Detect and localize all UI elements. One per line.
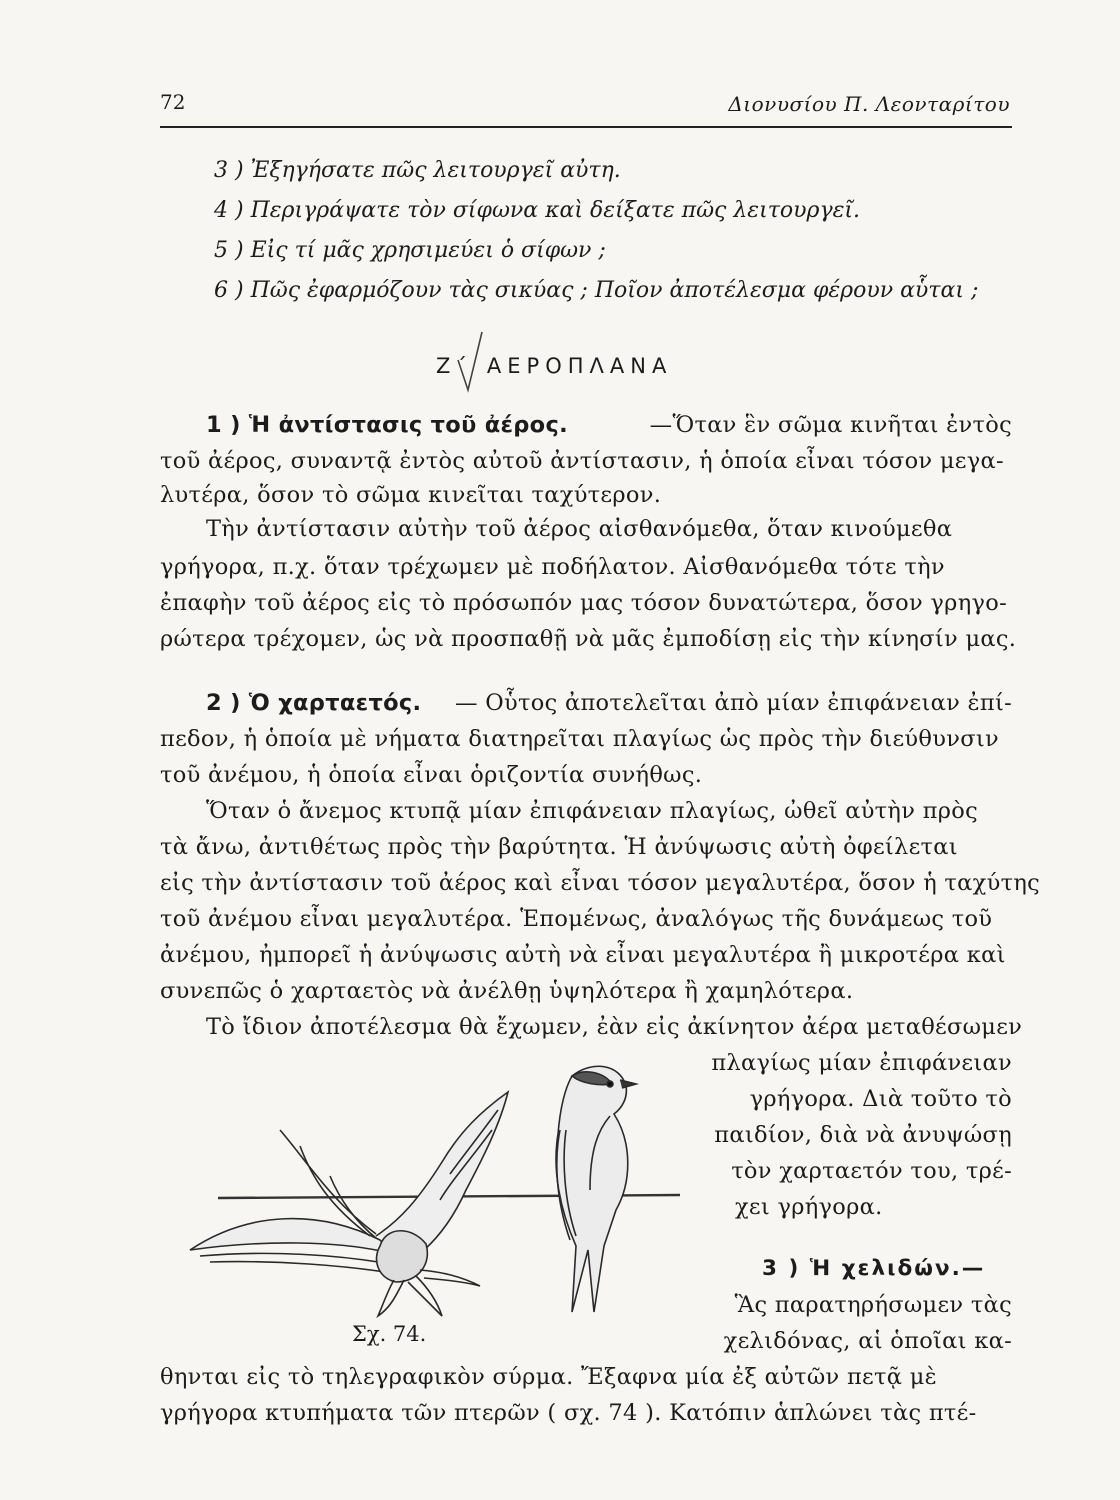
perched-swallow	[556, 1066, 636, 1312]
section1-line: —Ὅταν ἓν σῶμα κινῆται ἐντὸς	[649, 412, 1012, 438]
section3-line: γρήγορα κτυπήματα τῶν πτερῶν ( σχ. 74 ). Κατόπιν ἁπλώνει τὰς πτέ-	[160, 1400, 977, 1426]
figure-caption: Σχ. 74.	[352, 1322, 427, 1346]
section2-line: εἰς τὴν ἀντίστασιν τοῦ ἀέρος καὶ εἶναι τόσον μεγαλυτέρα, ὅσον ἡ ταχύτης	[160, 870, 1041, 896]
chapter-heading	[436, 354, 672, 378]
question-3: 3 ) Ἐξηγήσατε πῶς λειτουργεῖ αὐτη.	[214, 158, 621, 183]
section1-line: γρήγορα, π.χ. ὅταν τρέχωμεν μὲ ποδήλατον. Αἰσθανόμεθα τότε τὴν	[160, 554, 945, 580]
section2-line: Τὸ ἴδιον ἀποτέλεσμα θὰ ἔχωμεν, ἐὰν εἰς ἀκίνητον ἀέρα μεταθέσωμεν	[206, 1014, 1023, 1040]
section3-line: θηνται εἰς τὸ τηλεγραφικὸν σύρμα. Ἔξαφνα μία ἐξ αὐτῶν πετᾷ μὲ	[160, 1364, 938, 1390]
section1-line: ἐπαφὴν τοῦ ἀέρος εἰς τὸ πρόσωπόν μας τόσον δυνατώτερα, ὅσον γρηγο-	[160, 590, 1007, 616]
flying-swallow	[190, 1092, 508, 1316]
section2-right-line: τὸν χαρταετόν του, τρέ-	[731, 1158, 1012, 1184]
section2-line: Ὅταν ὁ ἄνεμος κτυπᾷ μίαν ἐπιφάνειαν πλαγίως, ὠθεῖ αὐτὴν πρὸς	[206, 798, 978, 824]
section2-right-line: πλαγίως μίαν ἐπιφάνειαν	[711, 1050, 1012, 1076]
section2-heading: 2 ) Ὁ χαρταετός.	[206, 690, 422, 716]
question-6: 6 ) Πῶς ἐφαρμόζουν τὰς σικύας ; Ποῖον ἀποτέλεσμα φέρουν αὗται ;	[214, 278, 979, 303]
header-rule	[160, 126, 1012, 128]
section3-right-line: Ἃς παρατηρήσωμεν τὰς	[734, 1292, 1012, 1318]
section1-heading: 1 ) Ἡ ἀντίστασις τοῦ ἀέρος.	[206, 412, 568, 438]
section2-right-line: χει γρήγορα.	[735, 1194, 883, 1220]
question-5: 5 ) Εἰς τί μᾶς χρησιμεύει ὁ σίφων ;	[214, 238, 606, 263]
section2-right-line: παιδίον, διὰ νὰ ἀνυψώσῃ	[714, 1122, 1012, 1148]
section2-line: τοῦ ἀνέμου, ἡ ὁποία εἶναι ὁριζοντία συνήθως.	[160, 762, 703, 788]
section3-right-line: χελιδόνας, αἱ ὁποῖαι κα-	[723, 1328, 1012, 1354]
section1-line: ρώτερα τρέχομεν, ὡς νὰ προσπαθῇ νὰ μᾶς ἐμποδίσῃ εἰς τὴν κίνησίν μας.	[160, 626, 1017, 652]
section2-right-line: γρήγορα. Διὰ τοῦτο τὸ	[749, 1086, 1012, 1112]
section1-first-line	[206, 412, 1012, 438]
swallows-illustration	[180, 1050, 680, 1320]
section3-heading: 3 ) Ἡ χελιδών.—	[762, 1256, 986, 1281]
page-number: 72	[160, 90, 186, 114]
section2-line: — Οὗτος ἀποτελεῖται ἀπὸ μίαν ἐπιφάνειαν ἐπί-	[455, 690, 1012, 716]
section1-line: Τὴν ἀντίστασιν αὐτὴν τοῦ ἀέρος αἰσθανόμεθα, ὅταν κινούμεθα	[206, 516, 953, 542]
chapter-number: Ζ΄	[436, 354, 473, 378]
question-4: 4 ) Περιγράψατε τὸν σίφωνα καὶ δείξατε πῶς λειτουργεῖ.	[214, 198, 861, 223]
running-head: Διονυσίου Π. Λεονταρίτου	[728, 92, 1010, 116]
section2-line: συνεπῶς ὁ χαρταετὸς νὰ ἀνέλθῃ ὑψηλότερα ἢ χαμηλότερα.	[160, 978, 854, 1004]
chapter-title: ΑΕΡΟΠΛΑΝΑ	[486, 354, 673, 378]
section1-line: λυτέρα, ὅσον τὸ σῶμα κινεῖται ταχύτερον.	[160, 482, 662, 508]
section2-line: τοῦ ἀνέμου εἶναι μεγαλυτέρα. Ἑπομένως, ἀναλόγως τῆς δυνάμεως τοῦ	[160, 906, 993, 932]
section2-line: ἀνέμου, ἠμπορεῖ ἡ ἀνύψωσις αὐτὴ νὰ εἶναι μεγαλυτέρα ἢ μικροτέρα καὶ	[160, 942, 1006, 968]
section1-line: τοῦ ἀέρος, συναντᾷ ἐντὸς αὐτοῦ ἀντίστασιν, ἡ ὁποία εἶναι τόσον μεγα-	[160, 448, 1004, 474]
section2-first-line	[206, 690, 1012, 716]
section2-line: τὰ ἄνω, ἀντιθέτως πρὸς τὴν βαρύτητα. Ἡ ἀνύψωσις αὐτὴ ὀφείλεται	[160, 834, 958, 860]
section2-line: πεδον, ἡ ὁποία μὲ νήματα διατηρεῖται πλαγίως ὡς πρὸς τὴν διεύθυνσιν	[160, 726, 999, 752]
